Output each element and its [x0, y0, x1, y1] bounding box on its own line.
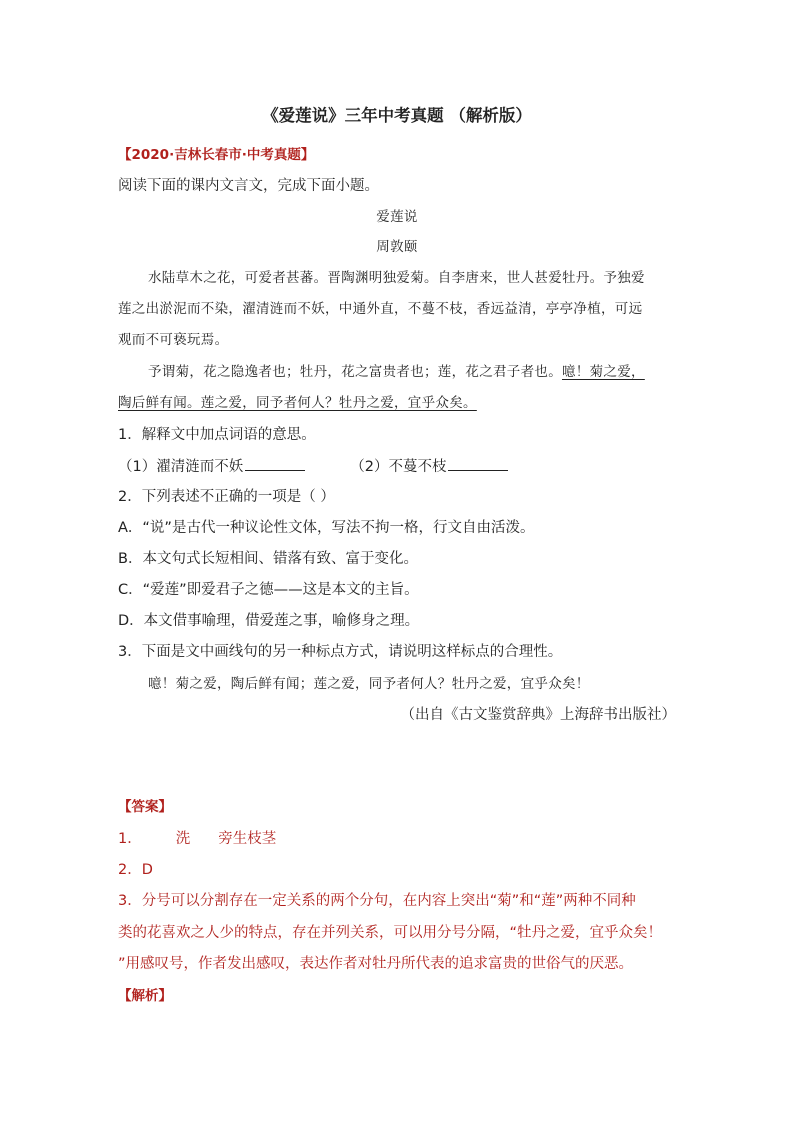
analysis-tag: 【解析】: [118, 988, 172, 1004]
question-2: 2．下列表述不正确的一项是（ ）: [118, 489, 335, 505]
question-3-source: （出自《古文鉴赏辞典》上海辞书出版社）: [400, 707, 676, 723]
question-1-items: [118, 456, 508, 477]
underlined-sentence-part1: 噫！菊之爱，: [562, 364, 645, 380]
question-2-option-b: B．本文句式长短相间、错落有致、富于变化。: [118, 551, 418, 567]
answer-1-number: 1．: [118, 831, 142, 847]
text-title: 爱莲说: [376, 209, 418, 225]
answer-3-line2: 类的花喜欢之人少的特点，存在并列关系，可以用分号分隔，“牡丹之爱，宜乎众矣！: [118, 925, 663, 941]
page-title: 《爱莲说》三年中考真题 （解析版）: [262, 106, 532, 125]
answer-1-value-1: 洗: [175, 831, 191, 847]
passage-para2-line1: [148, 362, 645, 382]
answer-blank-a: [245, 456, 305, 471]
answer-3-line1: 3．分号可以分割存在一定关系的两个分句，在内容上突出“菊”和“莲”两种不同种: [118, 893, 636, 909]
question-1-item-b: （2）不蔓不枝: [350, 459, 447, 475]
question-1-item-a: （1）濯清涟而不妖: [118, 459, 244, 475]
answer-1: [118, 829, 276, 849]
question-2-option-a: A．“说”是古代一种议论性文体，写法不拘一格，行文自由活泼。: [118, 520, 535, 536]
text-author: 周敦颐: [376, 239, 418, 255]
source-tag: 【2020·吉林长春市·中考真题】: [118, 147, 315, 163]
question-3-quote: 噫！菊之爱，陶后鲜有闻；莲之爱，同予者何人？牡丹之爱，宜乎众矣！: [148, 676, 590, 692]
passage-para1-line1: 水陆草木之花，可爱者甚蕃。晋陶渊明独爱菊。自李唐来，世人甚爱牡丹。予独爱: [148, 270, 645, 286]
answer-tag: 【答案】: [118, 799, 172, 815]
underlined-sentence-part2: 陶后鲜有闻。莲之爱，同予者何人？牡丹之爱，宜乎众矣。: [118, 395, 477, 411]
answer-2: 2．D: [118, 862, 153, 878]
question-3: 3．下面是文中画线句的另一种标点方式，请说明这样标点的合理性。: [118, 644, 563, 660]
question-1: 1．解释文中加点词语的意思。: [118, 427, 316, 443]
question-2-option-d: D．本文借事喻理，借爱莲之事，喻修身之理。: [118, 613, 420, 629]
answer-blank-b: [448, 456, 508, 471]
passage-para1-line3: 观而不可亵玩焉。: [118, 332, 229, 348]
passage-para1-line2: 莲之出淤泥而不染，濯清涟而不妖，中通外直，不蔓不枝，香远益清，亭亭净植，可远: [118, 301, 643, 317]
question-2-option-c: C．“爱莲”即爱君子之德——这是本文的主旨。: [118, 582, 419, 598]
instruction-text: 阅读下面的课内文言文，完成下面小题。: [118, 178, 379, 194]
answer-3-line3: ”用感叹号，作者发出感叹，表达作者对牡丹所代表的追求富贵的世俗气的厌恶。: [118, 956, 634, 972]
answer-1-value-2: 旁生枝茎: [218, 831, 277, 847]
passage-para2-plain: 予谓菊，花之隐逸者也；牡丹，花之富贵者也；莲，花之君子者也。: [148, 364, 562, 380]
